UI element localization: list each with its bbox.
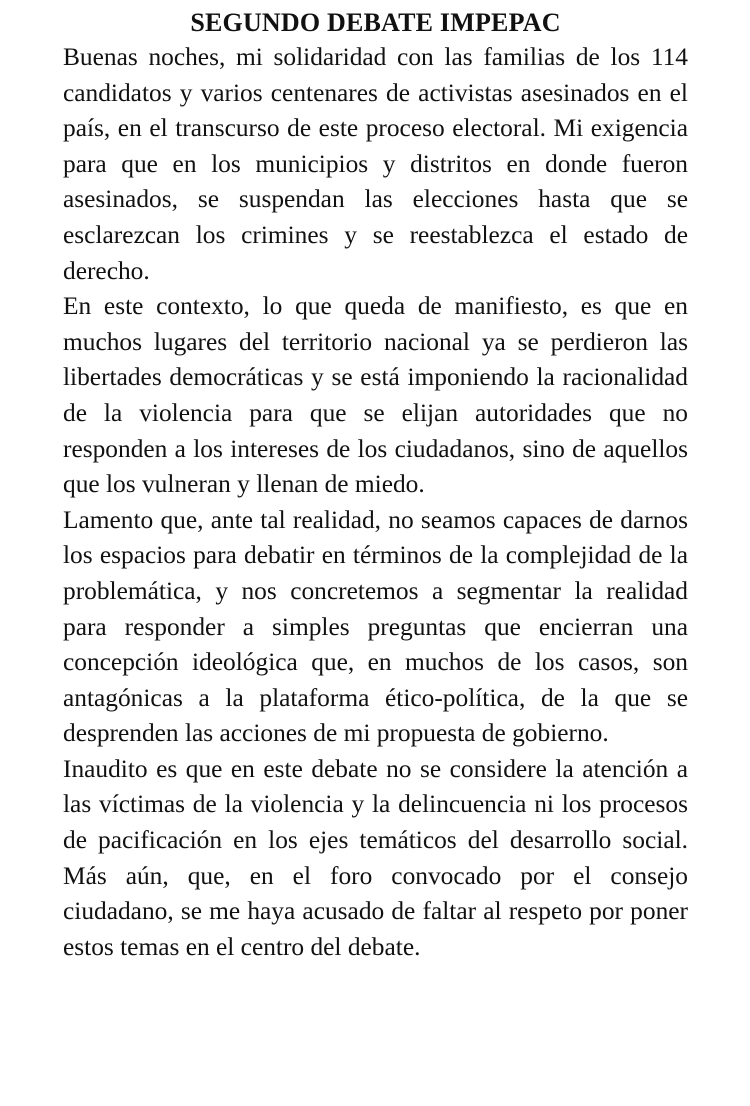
paragraph-lament: Lamento que, ante tal realidad, no seamos capaces de darnos los espacios para debatir en términos de la complejidad de la problemática, y nos concretemos a segmentar la realidad para responder a simples preguntas que encierran una concepción ideológica que, en muchos de los casos, son antagónicas a la plataforma ético-política, de la que se desprenden las acciones de mi propuesta de gobierno.	[63, 505, 688, 748]
paragraph-condolences: Buenas noches, mi solidaridad con las familias de los 114 candidatos y varios centenares de activistas asesinados en el país, en el transcurso de este proceso electoral. Mi exigencia para que en los municipios y distritos en donde fueron asesinados, se suspendan las elecciones hasta que se esclarezcan los crimines y se reestablezca el estado de derecho.	[63, 43, 688, 285]
paragraph-context: En este contexto, lo que queda de manifiesto, es que en muchos lugares del territorio nacional ya se perdieron las libertades democráticas y se está imponiendo la racionalidad de la violencia para que se elijan autoridades que no responden a los intereses de los ciudadanos, sino de aquellos que los vulneran y llenan de miedo.	[63, 292, 688, 499]
document-title: SEGUNDO DEBATE IMPEPAC	[190, 8, 561, 37]
document-page	[63, 6, 688, 965]
paragraph-victims: Inaudito es que en este debate no se considere la atención a las víctimas de la violencia y la delincuencia ni los procesos de pacificación en los ejes temáticos del desarrollo social. Más aún, que, en el foro convocado por el consejo ciudadano, se me haya acusado de faltar al respeto por poner estos temas en el centro del debate.	[63, 754, 688, 961]
